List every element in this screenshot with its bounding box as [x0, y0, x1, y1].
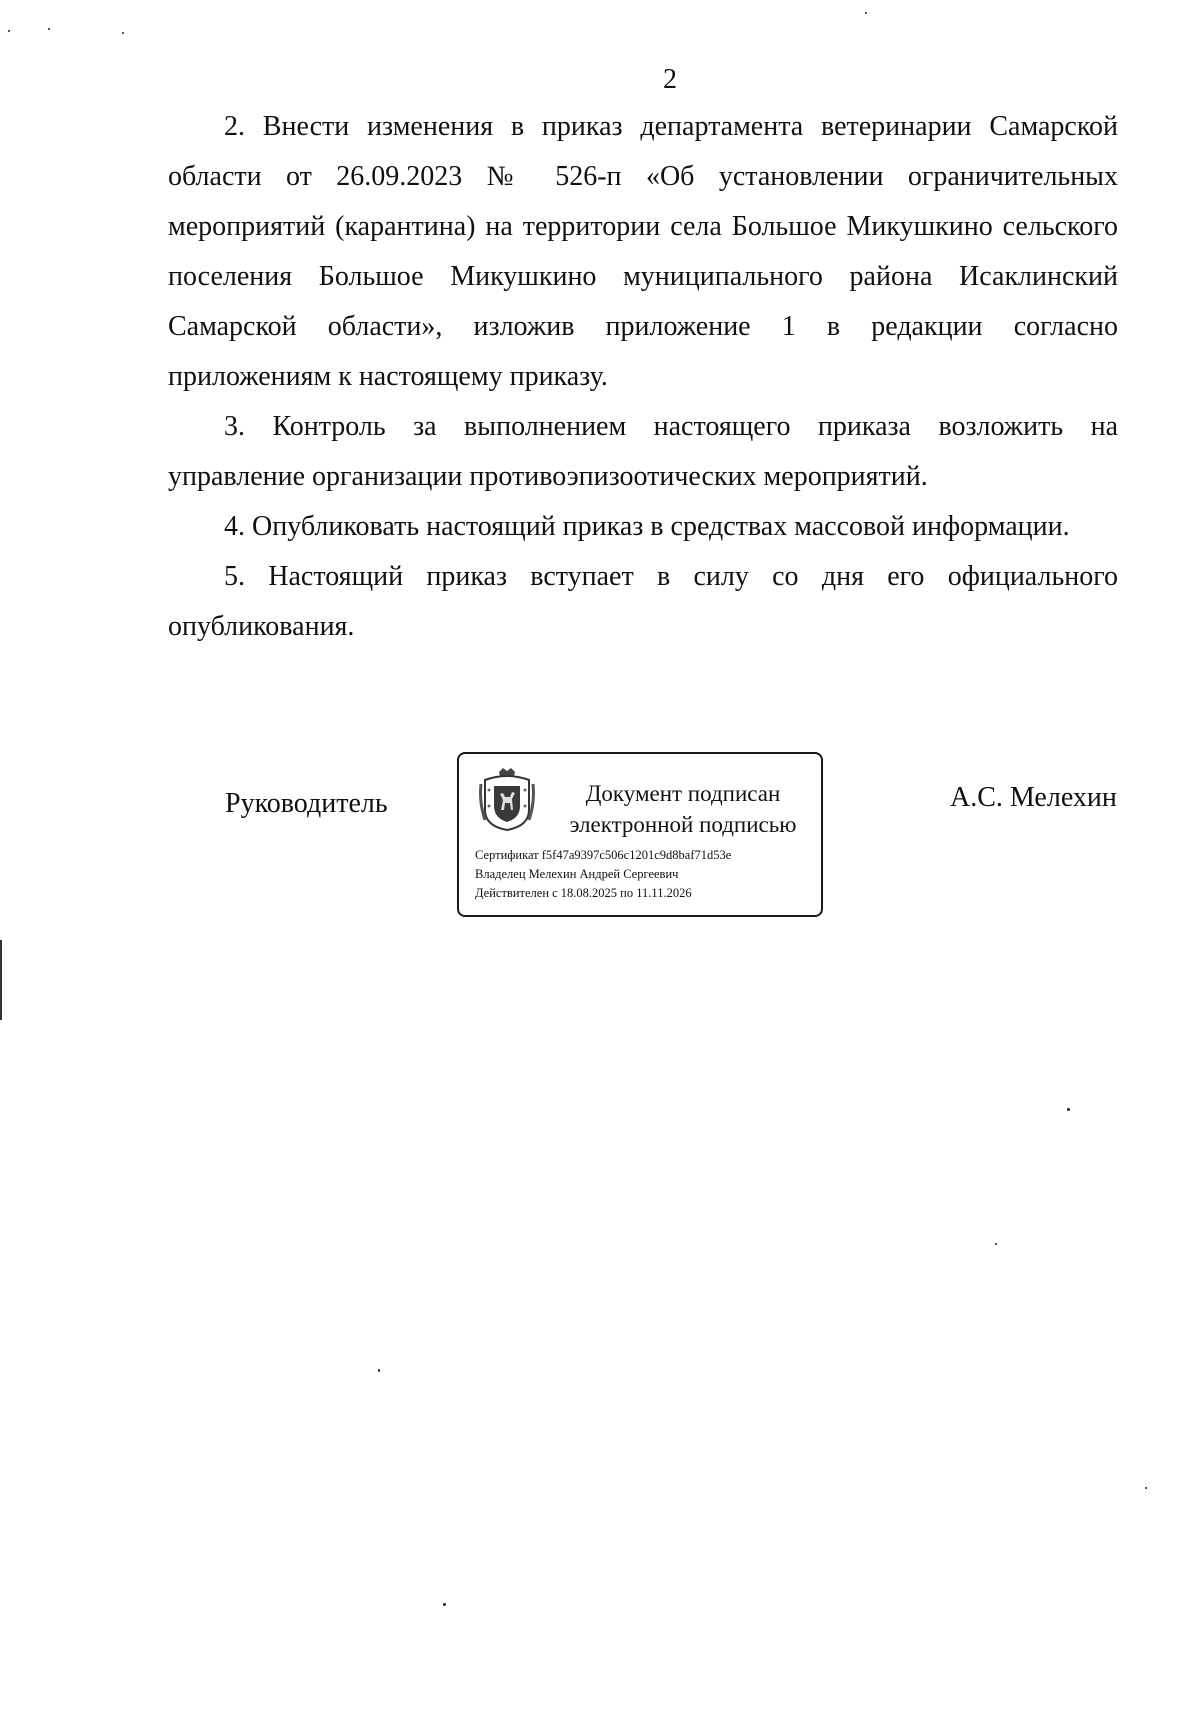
paragraph-5: 5. Настоящий приказ вступает в силу со дня его официального опубликования. [168, 561, 1118, 642]
stamp-title-line-1: Документ подписан [585, 781, 781, 806]
scan-speck [443, 1603, 446, 1606]
electronic-signature-stamp [457, 752, 823, 917]
scan-speck [1145, 1487, 1147, 1489]
scan-speck [8, 30, 10, 32]
signature-block [0, 752, 1200, 932]
certificate-number: Сертификат f5f47a9397c506c1201c9d8baf71d53e [475, 848, 732, 862]
stamp-title-line-2: электронной подписью [569, 812, 797, 837]
scan-speck [378, 1369, 380, 1372]
page-number: 2 [663, 64, 677, 95]
signer-name: А.С. Мелехин [950, 782, 1117, 813]
scan-speck [48, 28, 50, 30]
paragraph-4: 4. Опубликовать настоящий приказ в средствах массовой информации. [224, 511, 1070, 542]
stamp-title [549, 778, 817, 840]
document-body [168, 102, 1118, 652]
paragraph-3: 3. Контроль за выполнением настоящего приказа возложить на управление организации противоэпизоотических мероприятий. [168, 411, 1118, 492]
scan-speck [1067, 1108, 1070, 1111]
scan-speck [995, 1243, 997, 1245]
certificate-details [475, 846, 731, 903]
scan-speck [865, 12, 867, 14]
certificate-validity: Действителен с 18.08.2025 по 11.11.2026 [475, 886, 692, 900]
scan-edge-mark [0, 940, 2, 1020]
certificate-owner: Владелец Мелехин Андрей Сергеевич [475, 867, 679, 881]
scan-speck [122, 32, 124, 34]
coat-of-arms-icon [477, 766, 537, 832]
position-title: Руководитель [225, 788, 388, 819]
paragraph-2: 2. Внести изменения в приказ департамента ветеринарии Самарской области от 26.09.2023 № 526-п «Об установлении ограничительных мероприятий (карантина) на территории села Большое Микушкино сельского поселения Большое Микушкино муниципального района Исаклинский Самарской области», изложив приложение 1 в редакции согласно приложениям к настоящему приказу. [168, 111, 1118, 392]
